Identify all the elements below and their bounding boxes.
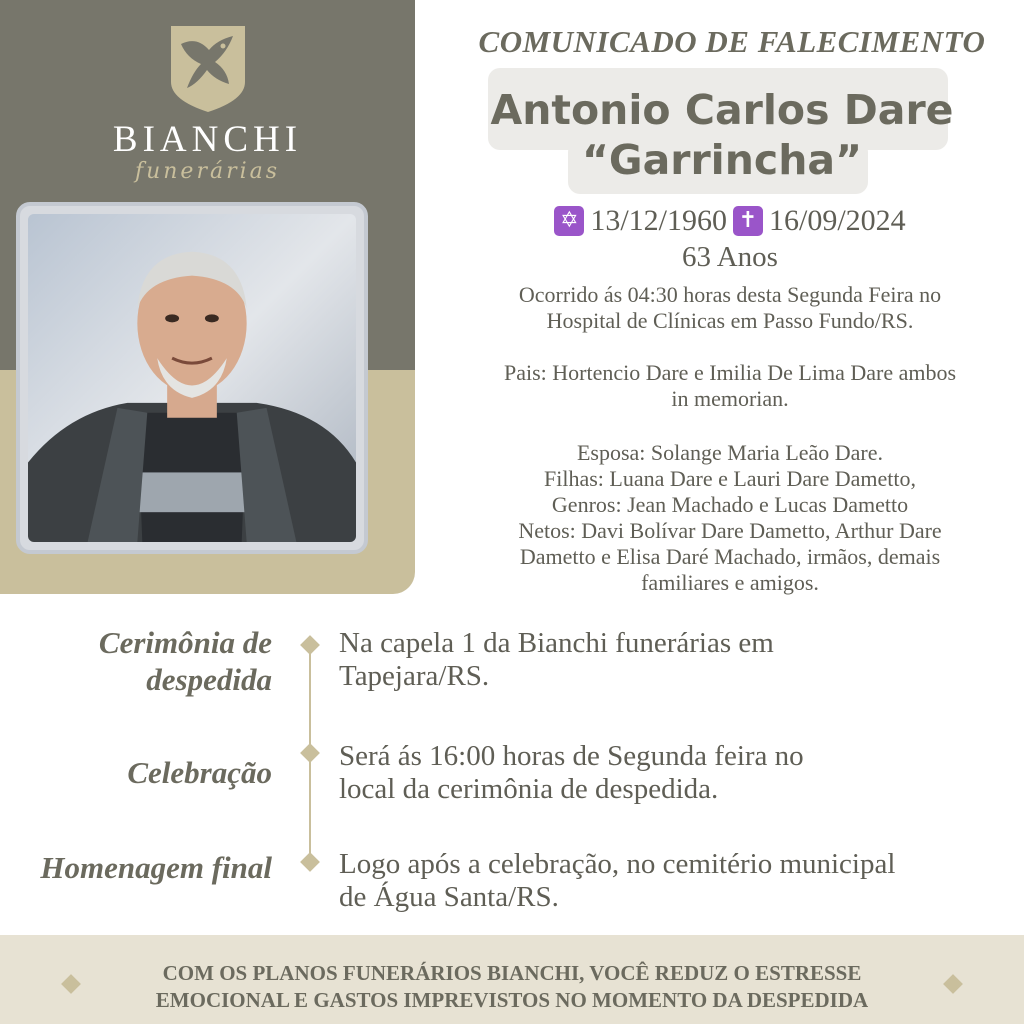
final-tribute-label	[40, 849, 272, 886]
family-line: Esposa: Solange Maria Leão Dare.	[576, 440, 884, 465]
celebration-text-line: Será ás 16:00 horas de Segunda feira no	[339, 740, 804, 772]
celebration-label-line: Celebração	[127, 755, 272, 790]
timeline-diamond-icon	[300, 743, 320, 763]
brand-subtitle: funerárias	[134, 159, 281, 184]
celebration-text	[339, 740, 979, 806]
brand-logo	[0, 22, 415, 184]
age: 63 Anos	[682, 241, 778, 273]
footer-line: COM OS PLANOS FUNERÁRIOS BIANCHI, VOCÊ REDUZ O ESTRESSE	[162, 961, 862, 985]
occurrence-line: Hospital de Clínicas em Passo Fundo/RS.	[546, 308, 914, 333]
family-line: Netos: Davi Bolívar Dare Dametto, Arthur Dare	[518, 518, 942, 543]
final-tribute-text	[339, 848, 979, 914]
family-line: Genros: Jean Machado e Lucas Dametto	[551, 492, 909, 517]
footer-message	[110, 960, 914, 1014]
final-tribute-text-line: de Água Santa/RS.	[339, 881, 559, 913]
deceased-name: Antonio Carlos Dare	[490, 86, 954, 134]
birth-date: 13/12/1960	[590, 204, 727, 237]
family-info	[430, 440, 1024, 596]
ceremony-label	[99, 624, 272, 698]
death-date: 16/09/2024	[769, 204, 906, 237]
parents-info	[430, 360, 1024, 412]
family-line: familiares e amigos.	[641, 570, 819, 595]
dates-row	[430, 204, 1024, 238]
brand-name: BIANCHI	[112, 119, 303, 160]
ceremony-label-line: despedida	[146, 662, 272, 697]
ceremony-label-line: Cerimônia de	[98, 625, 272, 660]
ceremony-text-line: Tapejara/RS.	[339, 660, 490, 692]
celebration-label	[127, 754, 272, 791]
deceased-nickname: “Garrincha”	[581, 136, 863, 184]
dove-shield-icon	[167, 22, 249, 114]
family-line: Filhas: Luana Dare e Lauri Dare Dametto,	[543, 466, 916, 491]
portrait-frame	[16, 202, 368, 554]
star-of-david-icon: ✡	[554, 206, 584, 236]
portrait-illustration	[28, 214, 356, 542]
footer-line: EMOCIONAL E GASTOS IMPREVISTOS NO MOMENTO DA DESPEDIDA	[155, 988, 869, 1012]
celebration-text-line: local da cerimônia de despedida.	[339, 773, 719, 805]
timeline-diamond-icon	[300, 852, 320, 872]
occurrence-line: Ocorrido ás 04:30 horas desta Segunda Feira no	[518, 282, 942, 307]
portrait-photo	[28, 214, 356, 542]
final-tribute-label-line: Homenagem final	[40, 850, 272, 885]
family-line: Dametto e Elisa Daré Machado, irmãos, demais	[519, 544, 941, 569]
parents-line: in memorian.	[671, 386, 789, 411]
timeline-diamond-icon	[300, 635, 320, 655]
ceremony-text-line: Na capela 1 da Bianchi funerárias em	[339, 627, 774, 659]
final-tribute-text-line: Logo após a celebração, no cemitério municipal	[339, 848, 896, 880]
cross-icon: ✝	[733, 206, 763, 236]
parents-line: Pais: Hortencio Dare e Imilia De Lima Dare ambos	[503, 360, 957, 385]
occurrence-info	[430, 282, 1024, 334]
ceremony-text	[339, 627, 979, 693]
notice-title: COMUNICADO DE FALECIMENTO	[478, 24, 986, 59]
